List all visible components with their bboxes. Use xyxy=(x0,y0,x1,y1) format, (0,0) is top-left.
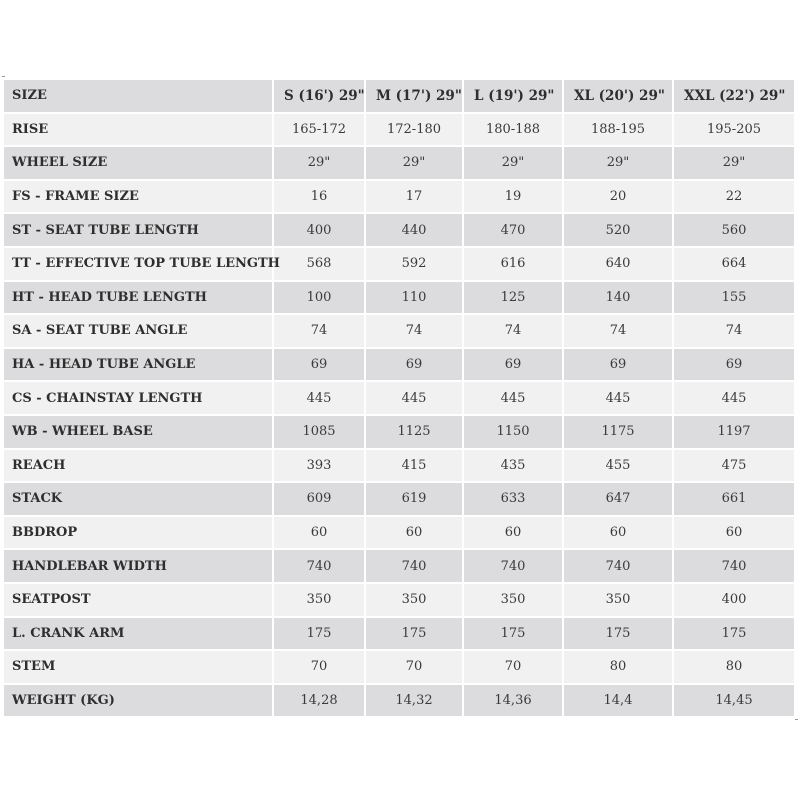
table-cell: 125 xyxy=(464,282,564,316)
table-cell: 110 xyxy=(366,282,464,316)
table-cell: 740 xyxy=(564,550,674,584)
geometry-table xyxy=(4,80,796,718)
geometry-table-container xyxy=(4,80,796,718)
table-row xyxy=(4,382,796,416)
table-cell: 188-195 xyxy=(564,114,674,148)
table-cell: 609 xyxy=(274,483,366,517)
table-cell: 180-188 xyxy=(464,114,564,148)
table-row xyxy=(4,685,796,719)
table-row xyxy=(4,349,796,383)
table-cell: 470 xyxy=(464,214,564,248)
row-label: WEIGHT (KG) xyxy=(4,685,274,719)
row-label: HA - HEAD TUBE ANGLE xyxy=(4,349,274,383)
header-size-xl: XL (20') 29" xyxy=(564,80,674,114)
row-label: STACK xyxy=(4,483,274,517)
header-size-l: L (19') 29" xyxy=(464,80,564,114)
table-cell: 350 xyxy=(464,584,564,618)
table-row xyxy=(4,584,796,618)
table-cell: 661 xyxy=(674,483,796,517)
table-cell: 1150 xyxy=(464,416,564,450)
table-cell: 70 xyxy=(464,651,564,685)
table-cell: 14,36 xyxy=(464,685,564,719)
table-cell: 80 xyxy=(674,651,796,685)
table-row xyxy=(4,315,796,349)
table-cell: 60 xyxy=(564,517,674,551)
table-cell: 445 xyxy=(366,382,464,416)
table-row xyxy=(4,618,796,652)
row-label: HT - HEAD TUBE LENGTH xyxy=(4,282,274,316)
table-cell: 14,28 xyxy=(274,685,366,719)
row-label: WB - WHEEL BASE xyxy=(4,416,274,450)
table-cell: 619 xyxy=(366,483,464,517)
table-cell: 1085 xyxy=(274,416,366,450)
table-cell: 74 xyxy=(464,315,564,349)
table-cell: 445 xyxy=(464,382,564,416)
table-cell: 740 xyxy=(274,550,366,584)
table-cell: 1175 xyxy=(564,416,674,450)
table-cell: 195-205 xyxy=(674,114,796,148)
table-row xyxy=(4,114,796,148)
table-row xyxy=(4,214,796,248)
table-cell: 740 xyxy=(674,550,796,584)
table-cell: 69 xyxy=(674,349,796,383)
table-cell: 175 xyxy=(564,618,674,652)
table-cell: 165-172 xyxy=(274,114,366,148)
table-cell: 445 xyxy=(274,382,366,416)
table-cell: 14,45 xyxy=(674,685,796,719)
table-cell: 740 xyxy=(464,550,564,584)
table-cell: 560 xyxy=(674,214,796,248)
row-label: ST - SEAT TUBE LENGTH xyxy=(4,214,274,248)
table-cell: 400 xyxy=(274,214,366,248)
table-cell: 29" xyxy=(366,147,464,181)
table-cell: 60 xyxy=(674,517,796,551)
table-cell: 74 xyxy=(366,315,464,349)
table-cell: 69 xyxy=(564,349,674,383)
table-cell: 172-180 xyxy=(366,114,464,148)
table-cell: 175 xyxy=(274,618,366,652)
table-cell: 445 xyxy=(674,382,796,416)
row-label: STEM xyxy=(4,651,274,685)
table-row xyxy=(4,147,796,181)
table-cell: 155 xyxy=(674,282,796,316)
table-cell: 175 xyxy=(464,618,564,652)
table-cell: 664 xyxy=(674,248,796,282)
table-row xyxy=(4,181,796,215)
table-cell: 74 xyxy=(274,315,366,349)
table-cell: 350 xyxy=(366,584,464,618)
row-label: RISE xyxy=(4,114,274,148)
table-row xyxy=(4,483,796,517)
table-cell: 350 xyxy=(564,584,674,618)
table-cell: 616 xyxy=(464,248,564,282)
table-cell: 350 xyxy=(274,584,366,618)
table-cell: 16 xyxy=(274,181,366,215)
row-label: SA - SEAT TUBE ANGLE xyxy=(4,315,274,349)
row-label: HANDLEBAR WIDTH xyxy=(4,550,274,584)
table-cell: 740 xyxy=(366,550,464,584)
table-cell: 29" xyxy=(564,147,674,181)
table-cell: 20 xyxy=(564,181,674,215)
table-cell: 70 xyxy=(274,651,366,685)
table-cell: 29" xyxy=(674,147,796,181)
row-label: FS - FRAME SIZE xyxy=(4,181,274,215)
table-row xyxy=(4,517,796,551)
table-cell: 1197 xyxy=(674,416,796,450)
table-cell: 440 xyxy=(366,214,464,248)
table-cell: 455 xyxy=(564,450,674,484)
table-cell: 74 xyxy=(564,315,674,349)
table-cell: 568 xyxy=(274,248,366,282)
table-cell: 19 xyxy=(464,181,564,215)
header-size-m: M (17') 29" xyxy=(366,80,464,114)
table-cell: 633 xyxy=(464,483,564,517)
table-cell: 22 xyxy=(674,181,796,215)
table-row xyxy=(4,248,796,282)
row-label: CS - CHAINSTAY LENGTH xyxy=(4,382,274,416)
row-label: TT - EFFECTIVE TOP TUBE LENGTH xyxy=(4,248,274,282)
header-size-s: S (16') 29" xyxy=(274,80,366,114)
row-label: REACH xyxy=(4,450,274,484)
header-size: SIZE xyxy=(4,80,274,114)
table-cell: 400 xyxy=(674,584,796,618)
table-cell: 435 xyxy=(464,450,564,484)
table-cell: 60 xyxy=(366,517,464,551)
table-cell: 14,32 xyxy=(366,685,464,719)
table-cell: 1125 xyxy=(366,416,464,450)
table-cell: 60 xyxy=(464,517,564,551)
table-body xyxy=(4,114,796,719)
header-size-xxl: XXL (22') 29" xyxy=(674,80,796,114)
table-cell: 415 xyxy=(366,450,464,484)
table-cell: 69 xyxy=(464,349,564,383)
table-cell: 14,4 xyxy=(564,685,674,719)
table-cell: 29" xyxy=(274,147,366,181)
corner-mark xyxy=(2,76,5,77)
table-row xyxy=(4,550,796,584)
table-cell: 175 xyxy=(674,618,796,652)
table-cell: 17 xyxy=(366,181,464,215)
table-cell: 60 xyxy=(274,517,366,551)
table-cell: 140 xyxy=(564,282,674,316)
table-row xyxy=(4,416,796,450)
table-cell: 70 xyxy=(366,651,464,685)
header-row xyxy=(4,80,796,114)
table-cell: 445 xyxy=(564,382,674,416)
table-cell: 80 xyxy=(564,651,674,685)
table-cell: 69 xyxy=(366,349,464,383)
table-cell: 475 xyxy=(674,450,796,484)
table-cell: 100 xyxy=(274,282,366,316)
table-cell: 74 xyxy=(674,315,796,349)
table-cell: 592 xyxy=(366,248,464,282)
table-cell: 393 xyxy=(274,450,366,484)
table-cell: 520 xyxy=(564,214,674,248)
table-cell: 29" xyxy=(464,147,564,181)
row-label: BBDROP xyxy=(4,517,274,551)
row-label: WHEEL SIZE xyxy=(4,147,274,181)
table-cell: 640 xyxy=(564,248,674,282)
table-row xyxy=(4,450,796,484)
row-label: L. CRANK ARM xyxy=(4,618,274,652)
table-row xyxy=(4,282,796,316)
table-cell: 69 xyxy=(274,349,366,383)
row-label: SEATPOST xyxy=(4,584,274,618)
table-cell: 175 xyxy=(366,618,464,652)
table-cell: 647 xyxy=(564,483,674,517)
corner-mark xyxy=(795,719,798,720)
table-row xyxy=(4,651,796,685)
